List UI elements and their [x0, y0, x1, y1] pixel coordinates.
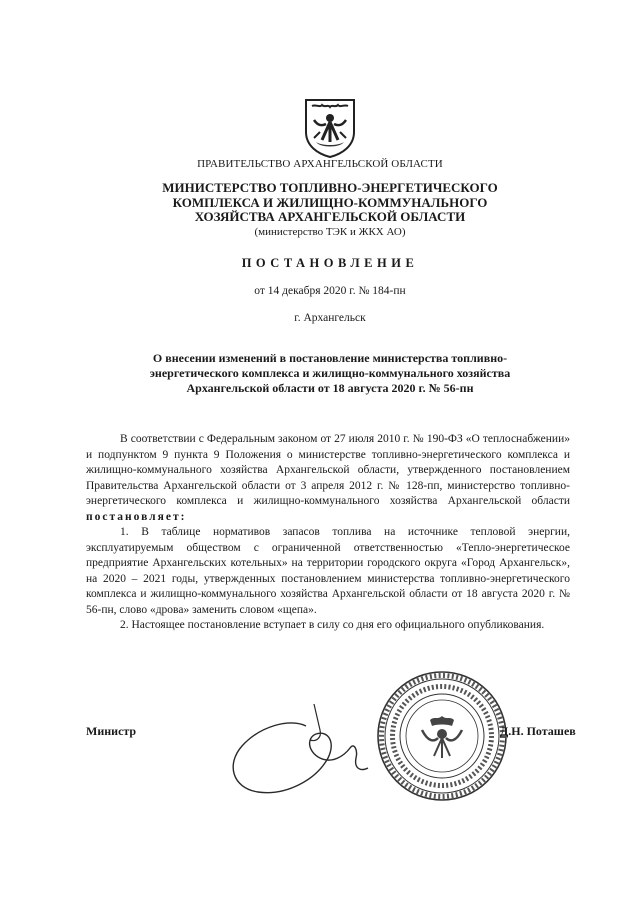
ministry-line: ХОЗЯЙСТВА АРХАНГЕЛЬСКОЙ ОБЛАСТИ [194, 209, 466, 224]
resolves-word: постановляет: [86, 510, 187, 523]
city: г. Архангельск [294, 312, 366, 324]
date-number: от 14 декабря 2020 г. № 184-пн [254, 285, 406, 297]
coat-of-arms-emblem [300, 96, 360, 158]
ministry-name [120, 181, 540, 225]
ministry-short-name: (министерство ТЭК и ЖКХ АО) [254, 226, 406, 238]
preamble-text: В соответствии с Федеральным законом от 27 июля 2010 г. № 190-ФЗ «О теплоснабжении» и подпунктом 9 пункта 9 Положения о министерстве топливно-энергетического комплекса и жилищно-коммунального хозяйства Архангельской области, утвержденного постановлением Правительства Архангельской области от 3 апреля 2012 г. № 128-пп, министерство топливно-энергетического комплекса и жилищно-коммунального хозяйства Архангельской области [86, 433, 570, 507]
title-line: Архангельской области от 18 августа 2020 г. № 56-пн [186, 381, 474, 395]
preamble-paragraph [86, 432, 570, 525]
item-1: 1. В таблице нормативов запасов топлива на источнике тепловой энергии, эксплуатируемым обществом с ограниченной ответственностью «Тепло-энергетическое предприятие Архангельских котельных» на территории городского округа «Город Архангельск», на 2020 – 2021 годы, утвержденных постановлением министерства топливно-энергетического комплекса и жилищно-коммунального хозяйства Архангельской области от 18 августа 2020 г. № 56-пн, слово «дрова» заменить словом «щепа». [86, 526, 570, 616]
title-line: О внесении изменений в постановление министерства топливно- [152, 351, 508, 365]
document-title [110, 351, 550, 396]
ministry-line: МИНИСТЕРСТВО ТОПЛИВНО-ЭНЕРГЕТИЧЕСКОГО [162, 180, 498, 195]
official-seal [374, 668, 510, 804]
ministry-line: КОМПЛЕКСА И ЖИЛИЩНО-КОММУНАЛЬНОГО [172, 194, 488, 210]
title-line: энергетического комплекса и жилищно-коммунального хозяйства [149, 366, 511, 380]
handwritten-signature [220, 696, 370, 796]
document-type: ПОСТАНОВЛЕНИЕ [241, 256, 419, 270]
document-body [86, 432, 570, 634]
signer-position: Министр [86, 724, 137, 738]
signer-name: Д.Н. Поташев [500, 724, 576, 738]
government-name: ПРАВИТЕЛЬСТВО АРХАНГЕЛЬСКОЙ ОБЛАСТИ [197, 158, 443, 170]
item-2: 2. Настоящее постановление вступает в силу со дня его официального опубликования. [120, 619, 545, 631]
